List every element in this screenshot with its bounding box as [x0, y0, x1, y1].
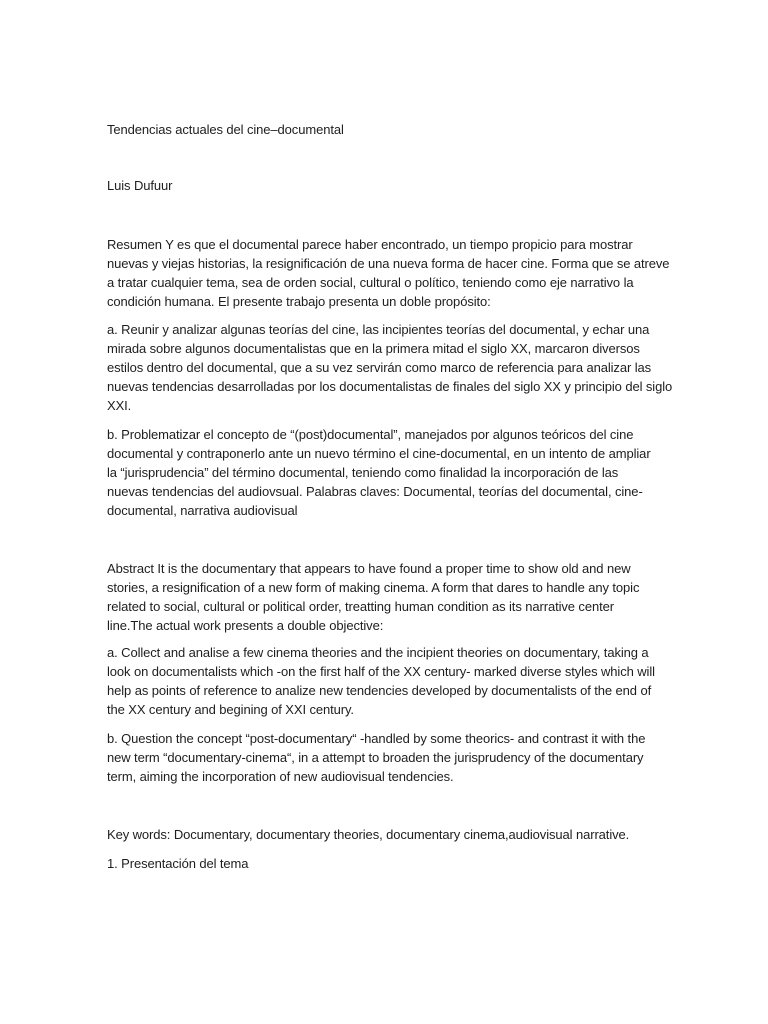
keywords: Key words: Documentary, documentary theories, documentary cinema,audiovisual narrative.	[107, 827, 630, 842]
resumen-line: a tratar cualquier tema, sea de orden social, cultural o político, teniendo como eje narrativo la	[107, 275, 634, 290]
item-b-line: documental y contraponerlo ante un nuevo término el cine-documental, en un intento de ampliar	[107, 446, 651, 461]
section-heading: 1. Presentación del tema	[107, 856, 249, 871]
author-name: Luis Dufuur	[107, 178, 173, 193]
abstract-a-line: help as points of reference to analize new tendencies developed by documentalists of the end of	[107, 683, 652, 698]
abstract-b-line: b. Question the concept “post-documentary“ -handled by some theorics- and contrast it with the	[107, 731, 646, 746]
resumen-line: Resumen Y es que el documental parece haber encontrado, un tiempo propicio para mostrar	[107, 237, 633, 252]
abstract-line: stories, a resignification of a new form of making cinema. A form that dares to handle any topic	[107, 580, 640, 595]
abstract-line: Abstract It is the documentary that appears to have found a proper time to show old and new	[107, 561, 631, 576]
abstract-a-line: look on documentalists which -on the first half of the XX century- marked diverse styles which will	[107, 664, 655, 679]
item-a-line: XXI.	[107, 398, 132, 413]
abstract-a-line: a. Collect and analise a few cinema theories and the incipient theories on documentary, taking a	[107, 645, 649, 660]
abstract-a-line: the XX century and begining of XXI century.	[107, 702, 354, 717]
abstract-b-line: new term “documentary-cinema“, in a attempt to broaden the jurisprudency of the documentary	[107, 750, 644, 765]
item-a-line: a. Reunir y analizar algunas teorías del cine, las incipientes teorías del documental, y echar una	[107, 322, 650, 337]
resumen-line: condición humana. El presente trabajo presenta un doble propósito:	[107, 294, 491, 309]
document-title: Tendencias actuales del cine–documental	[107, 122, 344, 137]
item-a-line: nuevas tendencias desarrolladas por los documentalistas de finales del siglo XX y principio del siglo	[107, 379, 673, 394]
abstract-line: line.The actual work presents a double objective:	[107, 618, 384, 633]
item-a-line: mirada sobre algunos documentalistas que en la primera mitad el siglo XX, marcaron diversos	[107, 341, 640, 356]
abstract-line: related to social, cultural or political order, treatting human condition as its narrative center	[107, 599, 614, 614]
item-b-line: documental, narrativa audiovisual	[107, 503, 298, 518]
item-b-line: b. Problematizar el concepto de “(post)documental”, manejados por algunos teóricos del cine	[107, 427, 634, 442]
item-a-line: estilos dentro del documental, que a su vez servirán como marco de referencia para analizar las	[107, 360, 652, 375]
item-b-line: nuevas tendencias del audiovsual. Palabras claves: Documental, teorías del documental, cine-	[107, 484, 643, 499]
item-b-line: la “jurisprudencia” del término documental, teniendo como finalidad la incorporación de las	[107, 465, 619, 480]
resumen-line: nuevas y viejas historias, la resignificación de una nueva forma de hacer cine. Forma que se atreve	[107, 256, 670, 271]
abstract-b-line: term, aiming the incorporation of new audiovisual tendencies.	[107, 769, 454, 784]
